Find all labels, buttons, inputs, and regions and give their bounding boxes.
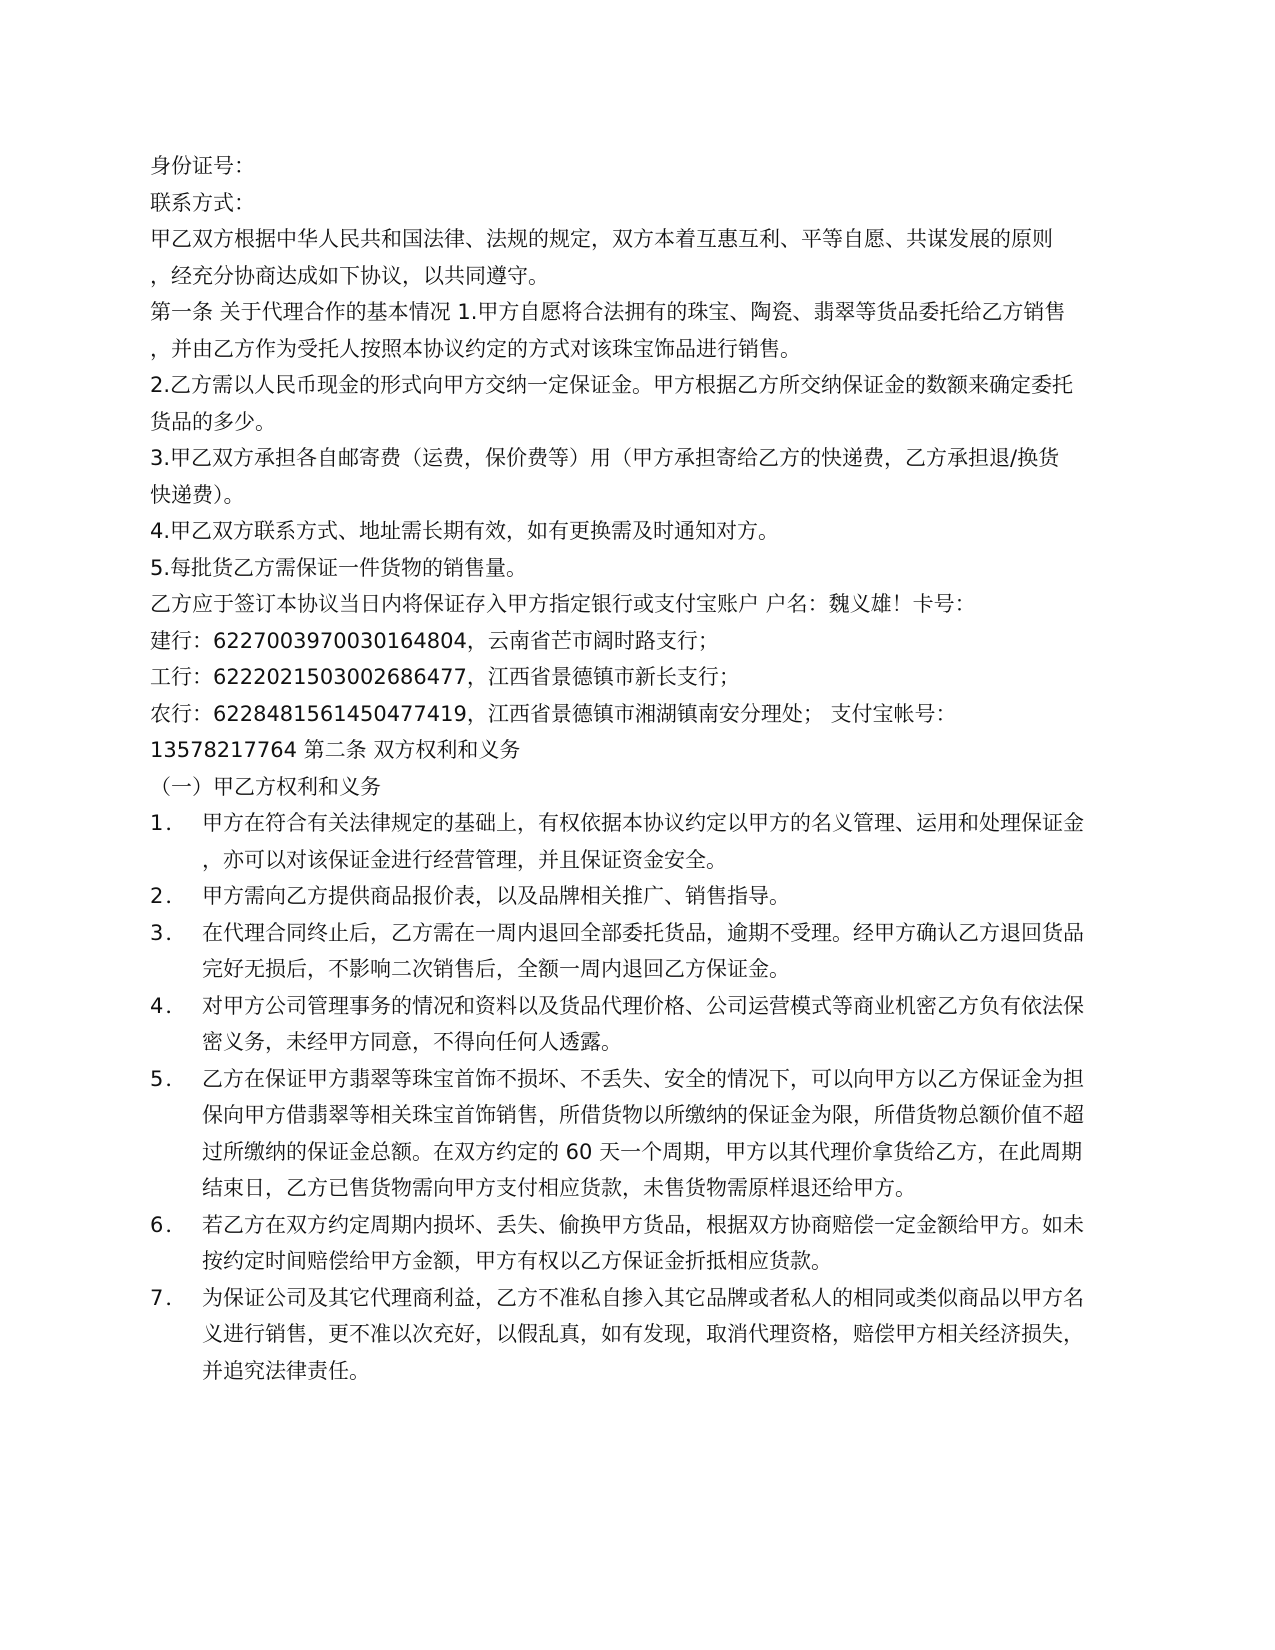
list-item-text: ，亦可以对该保证金进行经营管理，并且保证资金安全。 <box>202 847 727 872</box>
preamble-line-1: 甲乙双方根据中华人民共和国法律、法规的规定，双方本着互惠互利、平等自愿、共谋发展的原则 <box>150 227 1053 251</box>
list-item-line <box>150 1207 1135 1244</box>
deposit-instructions: 乙方应于签订本协议当日内将保证存入甲方指定银行或支付宝账户 户名：魏义雄！卡号： <box>150 592 976 616</box>
list-item-text: 结束日，乙方已售货物需向甲方支付相应货款，未售货物需原样退还给甲方。 <box>202 1176 916 1200</box>
list-item-line <box>150 1316 1135 1353</box>
article-1-heading-line <box>150 294 1135 331</box>
list-item-text: 义进行销售，更不准以次充好，以假乱真，如有发现，取消代理资格，赔偿甲方相关经济损失， <box>202 1322 1084 1346</box>
preamble-line-2: ，经充分协商达成如下协议，以共同遵守。 <box>150 263 549 288</box>
article-1-item-3-line-1: 3.甲乙双方承担各自邮寄费（运费，保价费等）用（甲方承担寄给乙方的快递费，乙方承担退/换货 <box>150 446 1060 470</box>
bank-account-icbc: 工行：6222021503002686477，江西省景德镇市新长支行； <box>150 665 740 689</box>
list-item-text: 过所缴纳的保证金总额。在双方约定的 60 天一个周期，甲方以其代理价拿货给乙方，在此周期 <box>202 1139 1083 1164</box>
list-item-line <box>150 915 1135 952</box>
list-item-number: 1． <box>150 811 189 835</box>
article-1-item-4: 4.甲乙双方联系方式、地址需长期有效，如有更换需及时通知对方。 <box>150 519 780 543</box>
bank-account-ccb: 建行：6227003970030164804，云南省芒市阔时路支行； <box>150 628 719 653</box>
list-item-text: 为保证公司及其它代理商利益，乙方不准私自掺入其它品牌或者私人的相同或类似商品以甲方名 <box>202 1285 1084 1310</box>
list-item-line <box>150 1097 1135 1134</box>
bank-account-abc: 农行：6228481561450477419，江西省景德镇市湘湖镇南安分理处； 支付宝帐号： <box>150 701 957 726</box>
list-item-number: 5． <box>150 1066 189 1091</box>
list-item-line <box>150 1170 1135 1207</box>
id-number-label: 身份证号： <box>150 154 255 178</box>
article-1-item-5: 5.每批货乙方需保证一件货物的销售量。 <box>150 555 528 580</box>
article-1-item-1-continued: ，并由乙方作为受托人按照本协议约定的方式对该珠宝饰品进行销售。 <box>150 336 801 361</box>
list-item-number: 3． <box>150 920 189 945</box>
list-item-line <box>150 1061 1135 1098</box>
list-item-text: 若乙方在双方约定周期内损坏、丢失、偷换甲方货品，根据双方协商赔偿一定金额给甲方。如未 <box>202 1212 1084 1237</box>
list-item-text: 完好无损后，不影响二次销售后，全额一周内退回乙方保证金。 <box>202 957 790 981</box>
contact-label: 联系方式： <box>150 190 255 215</box>
article-1-title: 第一条 关于代理合作的基本情况 <box>150 300 458 324</box>
list-item-line <box>150 1243 1135 1280</box>
list-item-text: 按约定时间赔偿给甲方金额，甲方有权以乙方保证金折抵相应货款。 <box>202 1249 832 1273</box>
list-item-number: 7． <box>150 1285 189 1310</box>
list-item-line <box>150 1280 1135 1317</box>
list-item-number: 4． <box>150 993 189 1018</box>
list-item-text: 保向甲方借翡翠等相关珠宝首饰销售，所借货物以所缴纳的保证金为限，所借货物总额价值不超 <box>202 1103 1084 1127</box>
list-item-text: 对甲方公司管理事务的情况和资料以及货品代理价格、公司运营模式等商业机密乙方负有依法保 <box>202 993 1084 1018</box>
list-item-line <box>150 1353 1135 1390</box>
list-item-line <box>150 988 1135 1025</box>
list-item-text: 并追究法律责任。 <box>202 1358 370 1383</box>
article-1-item-1-start: 1.甲方自愿将合法拥有的珠宝、陶瓷、翡翠等货品委托给乙方销售 <box>457 300 1066 324</box>
rights-obligations-list <box>150 805 1135 1389</box>
document-page <box>150 148 1135 1389</box>
list-item-number: 2． <box>150 884 189 908</box>
list-item-line <box>150 805 1135 842</box>
list-item-line <box>150 878 1135 915</box>
article-1-item-3-line-2: 快递费）。 <box>150 482 245 507</box>
list-item-text: 乙方在保证甲方翡翠等珠宝首饰不损坏、不丢失、安全的情况下，可以向甲方以乙方保证金为担 <box>202 1066 1084 1091</box>
list-item-number: 6． <box>150 1212 189 1237</box>
list-item-text: 密义务，未经甲方同意，不得向任何人透露。 <box>202 1030 622 1054</box>
list-item-line <box>150 1134 1135 1171</box>
list-item-text: 在代理合同终止后，乙方需在一周内退回全部委托货品，逾期不受理。经甲方确认乙方退回货品 <box>202 920 1084 945</box>
article-1-item-2-line-2: 货品的多少。 <box>150 409 276 434</box>
list-item-line <box>150 951 1135 988</box>
alipay-account-and-article-2-title: 13578217764 第二条 双方权利和义务 <box>150 738 521 762</box>
list-item-line <box>150 842 1135 879</box>
list-item-text: 甲方需向乙方提供商品报价表，以及品牌相关推广、销售指导。 <box>202 884 790 908</box>
section-rights-obligations-title: （一）甲乙方权利和义务 <box>150 774 381 799</box>
list-item-text: 甲方在符合有关法律规定的基础上，有权依据本协议约定以甲方的名义管理、运用和处理保证金 <box>202 811 1084 835</box>
list-item-line <box>150 1024 1135 1061</box>
article-1-item-2-line-1: 2.乙方需以人民币现金的形式向甲方交纳一定保证金。甲方根据乙方所交纳保证金的数额来确定委托 <box>150 373 1074 397</box>
